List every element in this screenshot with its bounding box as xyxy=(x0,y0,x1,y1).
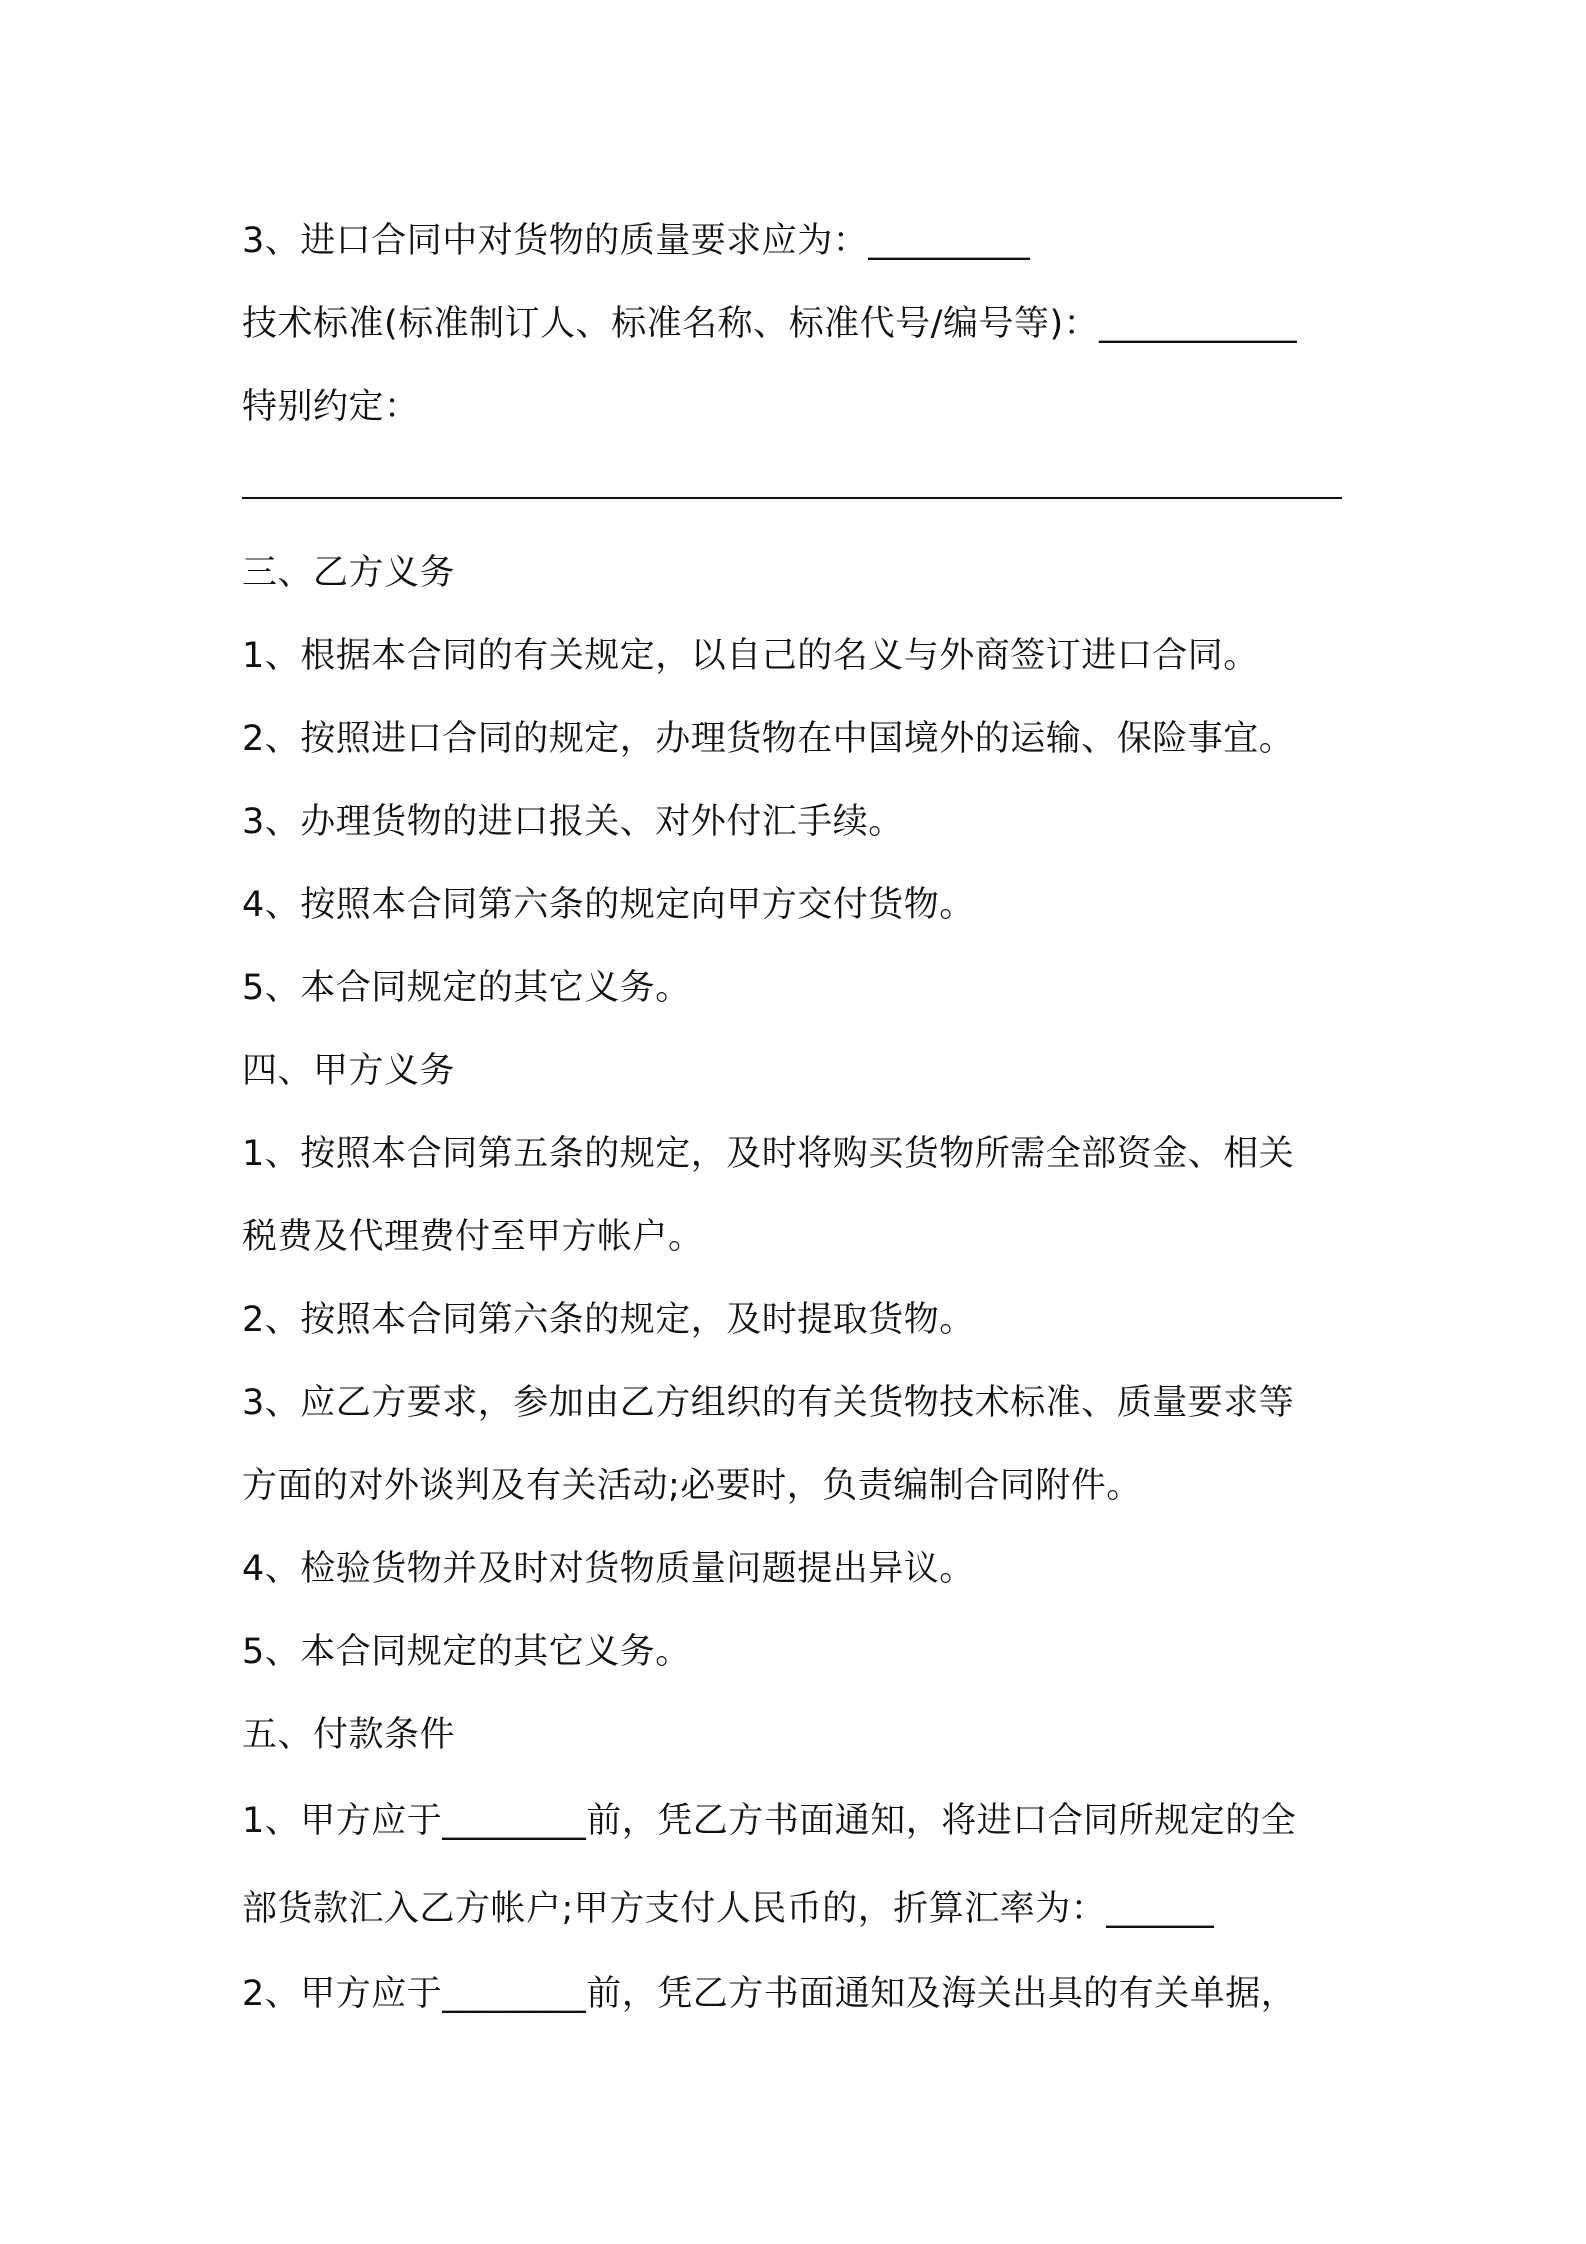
special-agreement-blank-line xyxy=(242,449,1362,532)
party-b-item-3: 3、办理货物的进口报关、对外付汇手续。 xyxy=(242,802,904,842)
technical-standard-line: 技术标准(标准制订人、标准名称、标准代号/编号等)：___________ xyxy=(242,304,1298,344)
party-b-item-2: 2、按照进口合同的规定，办理货物在中国境外的运输、保险事宜。 xyxy=(242,719,1295,759)
payment-item-1: 1、甲方应于________前，凭乙方书面通知，将进口合同所规定的全 xyxy=(242,1801,1297,1841)
section-heading-party-a-obligations: 四、甲方义务 xyxy=(242,1051,456,1091)
payment-item-1-continued: 部货款汇入乙方帐户;甲方支付人民币的，折算汇率为：______ xyxy=(242,1889,1215,1929)
special-agreement-label: 特别约定： xyxy=(242,387,420,427)
party-a-item-3: 3、应乙方要求，参加由乙方组织的有关货物技术标准、质量要求等 xyxy=(242,1383,1295,1423)
party-a-item-1: 1、按照本合同第五条的规定，及时将购买货物所需全部资金、相关 xyxy=(242,1134,1295,1174)
clause-3-quality-requirement: 3、进口合同中对货物的质量要求应为：_________ xyxy=(242,221,1031,261)
party-b-item-4: 4、按照本合同第六条的规定向甲方交付货物。 xyxy=(242,885,975,925)
section-heading-payment-terms: 五、付款条件 xyxy=(242,1715,456,1755)
section-heading-party-b-obligations: 三、乙方义务 xyxy=(242,553,456,593)
party-a-item-4: 4、检验货物并及时对货物质量问题提出异议。 xyxy=(242,1549,975,1589)
blank-underline xyxy=(242,497,1342,499)
party-b-item-5: 5、本合同规定的其它义务。 xyxy=(242,968,691,1008)
payment-item-2: 2、甲方应于________前，凭乙方书面通知及海关出具的有关单据， xyxy=(242,1974,1297,2014)
party-a-item-5: 5、本合同规定的其它义务。 xyxy=(242,1632,691,1672)
party-b-item-1: 1、根据本合同的有关规定，以自己的名义与外商签订进口合同。 xyxy=(242,636,1259,676)
party-a-item-3-continued: 方面的对外谈判及有关活动;必要时，负责编制合同附件。 xyxy=(242,1466,1142,1506)
document-body xyxy=(242,200,1362,2036)
party-a-item-2: 2、按照本合同第六条的规定，及时提取货物。 xyxy=(242,1300,975,1340)
party-a-item-1-continued: 税费及代理费付至甲方帐户。 xyxy=(242,1217,704,1257)
